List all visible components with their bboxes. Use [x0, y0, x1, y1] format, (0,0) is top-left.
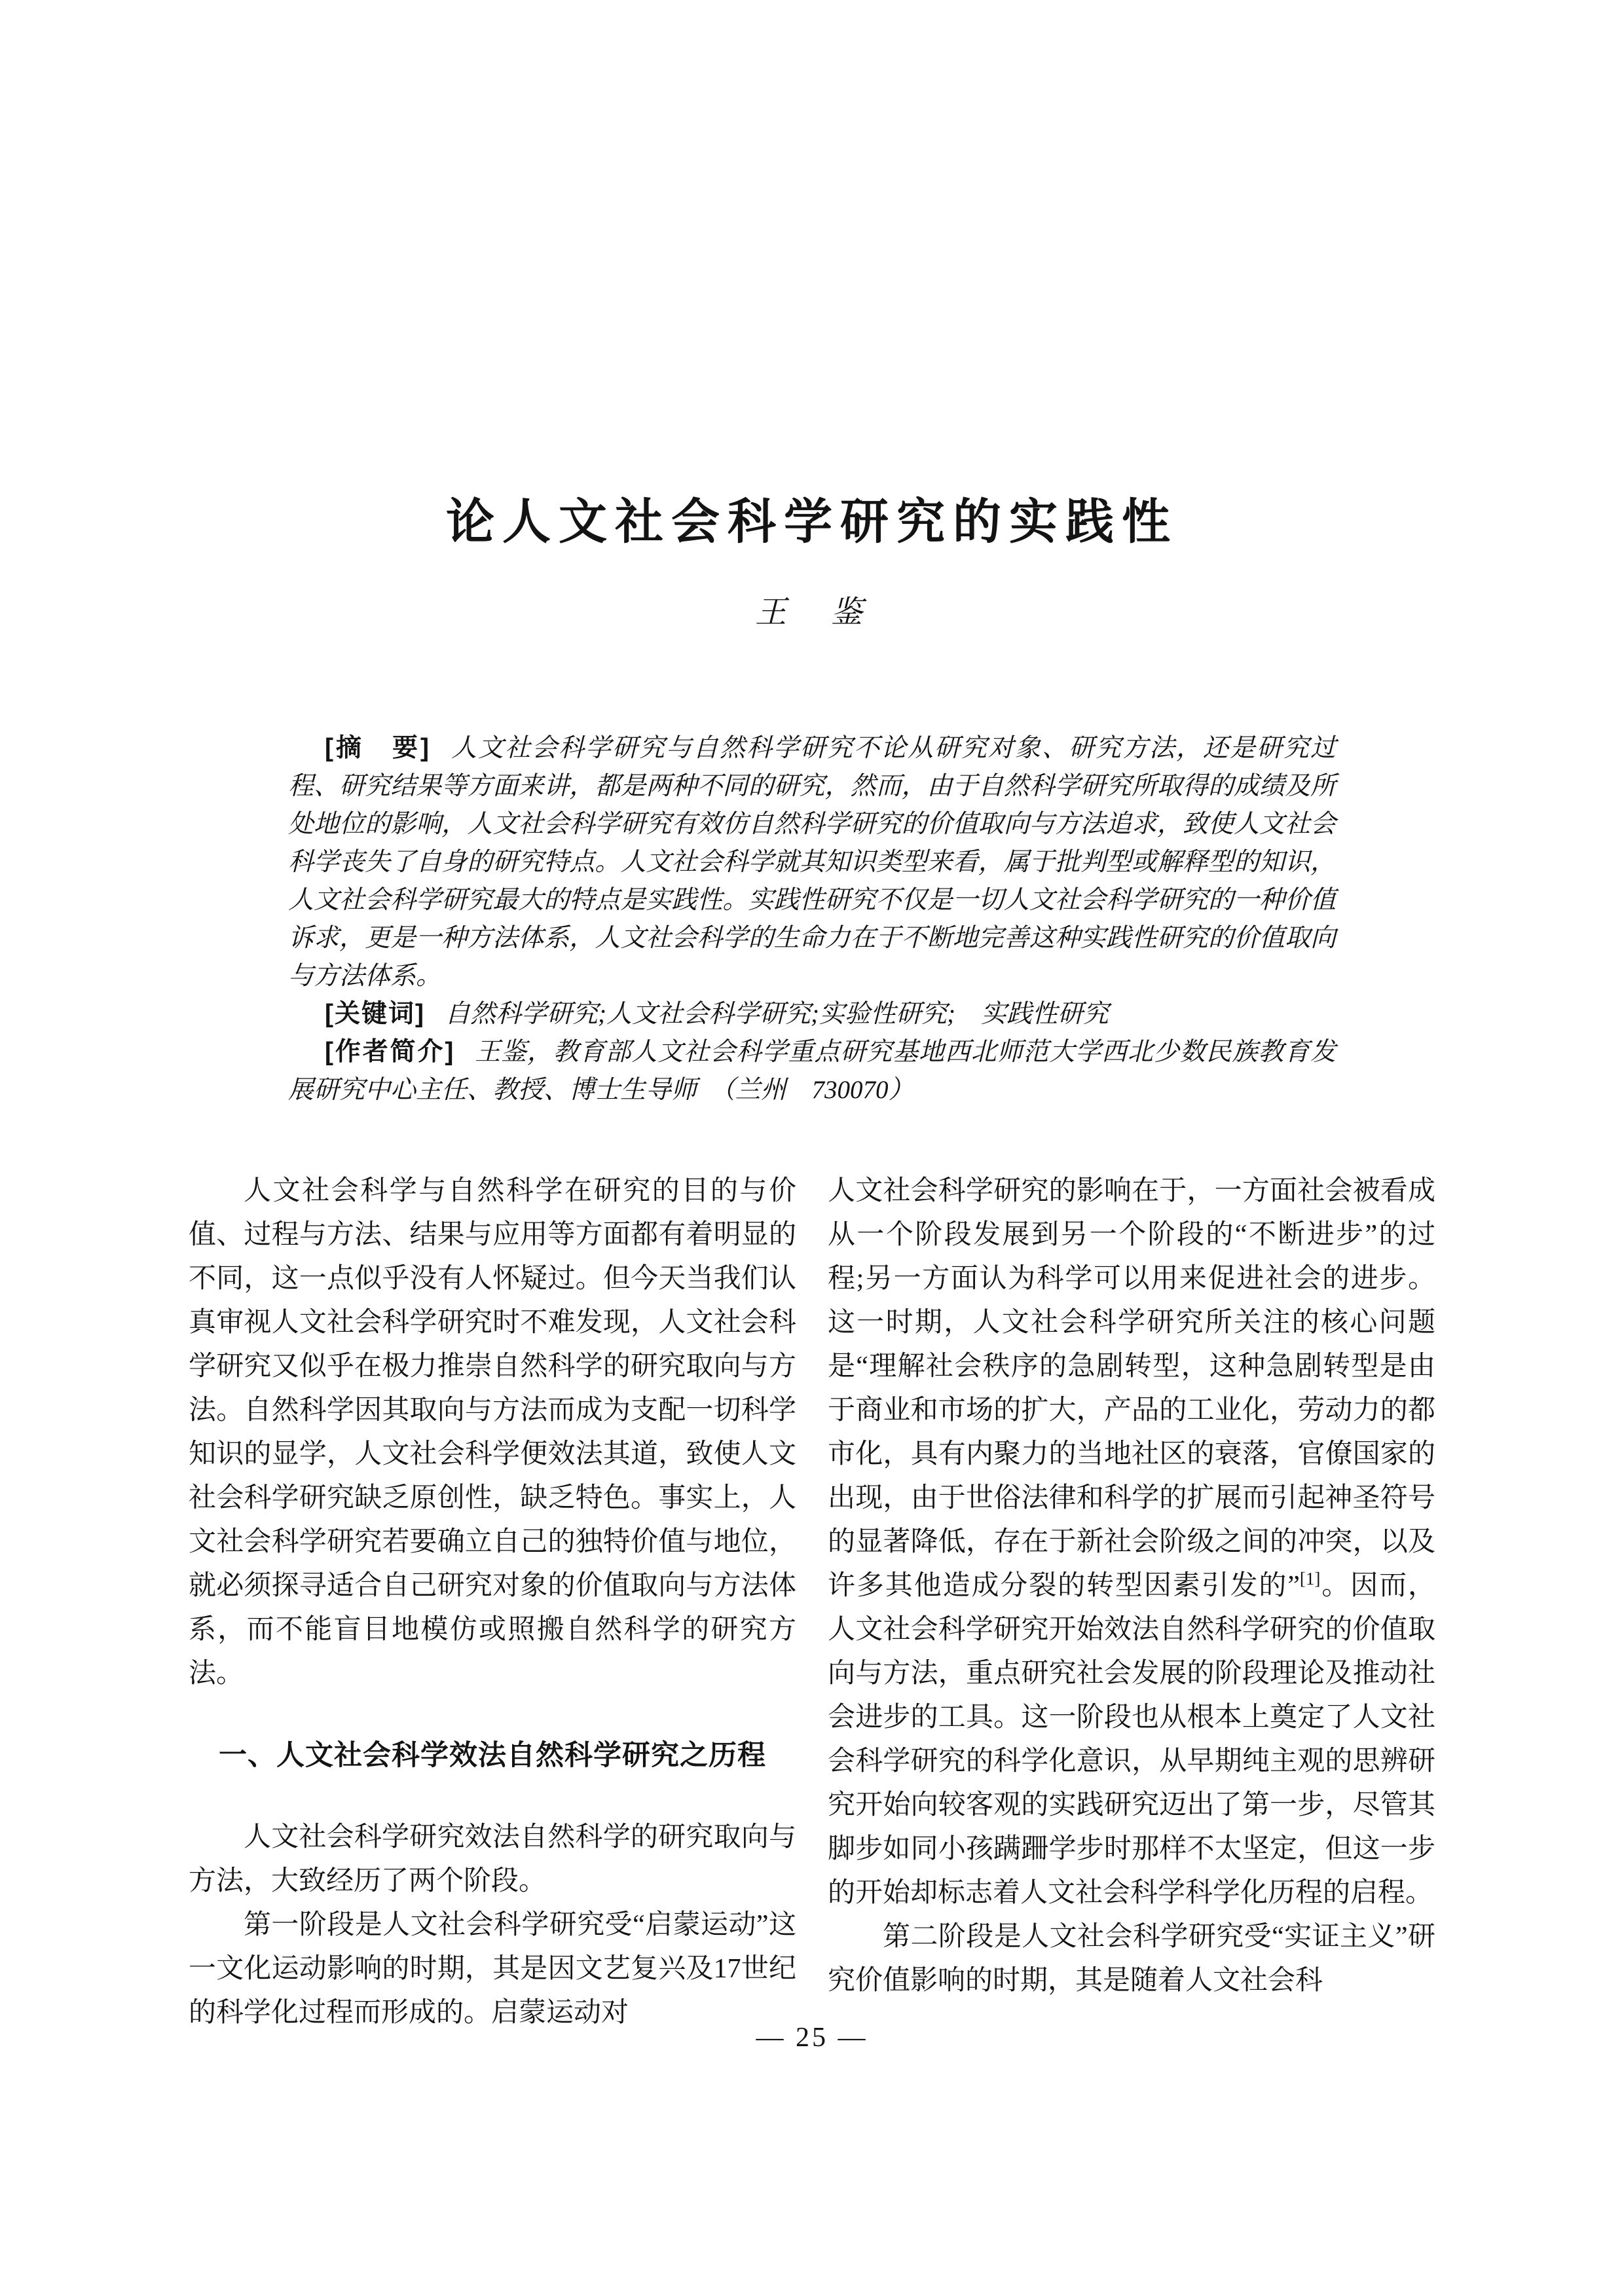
author-bio-text: 王鉴，教育部人文社会科学重点研究基地西北师范大学西北少数民族教育发展研究中心主任、教授、博士生导师 （兰州 730070） — [288, 1038, 1336, 1104]
abstract-label: [摘 要] — [325, 734, 430, 762]
body-paragraph-5: 第二阶段是人文社会科学研究受“实证主义”研究价值影响的时期，其是随着人文社会科 — [828, 1922, 1435, 1996]
right-column — [828, 1169, 1435, 2035]
body-columns — [189, 1169, 1435, 2035]
body-paragraph-4 — [828, 1169, 1435, 1915]
body-paragraph-3: 第一阶段是人文社会科学研究受“启蒙运动”这一文化运动影响的时期，其是因文艺复兴及17世纪的科学化过程而形成的。启蒙运动对 — [189, 1910, 796, 2028]
author-bio — [288, 1033, 1336, 1109]
body-paragraph-2: 人文社会科学研究效法自然科学的研究取向与方法，大致经历了两个阶段。 — [189, 1822, 796, 1896]
keywords-label: [关键词] — [325, 1000, 425, 1028]
author-bio-label: [作者简介] — [325, 1038, 455, 1066]
paper-title: 论人文社会科学研究的实践性 — [446, 494, 1178, 549]
citation-ref-1: [1] — [1299, 1569, 1321, 1588]
paragraph-4-text: 人文社会科学研究的影响在于，一方面社会被看成从一个阶段发展到另一个阶段的“不断进步”的过程;另一方面认为科学可以用来促进社会的进步。这一时期，人文社会科学研究所关注的核心问题是“理解社会秩序的急剧转型，这种急剧转型是由于商业和市场的扩大，产品的工业化，劳动力的都市化，具有内聚力的当地社区的衰落，官僚国家的出现，由于世俗法律和科学的扩展而引起神圣符号的显著降低，存在于新社会阶级之间的冲突，以及许多其他造成分裂的转型因素引发的” — [828, 1176, 1435, 1601]
front-matter — [288, 729, 1336, 1109]
keywords — [288, 995, 1336, 1033]
abstract — [288, 729, 1336, 995]
page-number: — 25 — — [756, 2023, 868, 2053]
body-paragraph-1: 人文社会科学与自然科学在研究的目的与价值、过程与方法、结果与应用等方面都有着明显的不同，这一点似乎没有人怀疑过。但今天当我们认真审视人文社会科学研究时不难发现，人文社会科学研究又似乎在极力推崇自然科学的研究取向与方法。自然科学因其取向与方法而成为支配一切科学知识的显学，人文社会科学便效法其道，致使人文社会科学研究缺乏原创性，缺乏特色。事实上，人文社会科学研究若要确立自己的独特价值与地位，就必须探寻适合自己研究对象的价值取向与方法体系，而不能盲目地模仿或照搬自然科学的研究方法。 — [189, 1176, 796, 1689]
keywords-text: 自然科学研究;人文社会科学研究;实验性研究; 实践性研究 — [444, 1000, 1109, 1028]
left-column — [189, 1169, 796, 2035]
abstract-text: 人文社会科学研究与自然科学研究不论从研究对象、研究方法，还是研究过程、研究结果等方面来讲，都是两种不同的研究，然而，由于自然科学研究所取得的成绩及所处地位的影响，人文社会科学研究有效仿自然科学研究的价值取向与方法追求，致使人文社会科学丧失了自身的研究特点。人文社会科学就其知识类型来看，属于批判型或解释型的知识，人文社会科学研究最大的特点是实践性。实践性研究不仅是一切人文社会科学研究的一种价值诉求，更是一种方法体系，人文社会科学的生命力在于不断地完善这种实践性研究的价值取向与方法体系。 — [288, 734, 1336, 990]
author-name: 王 鉴 — [754, 595, 869, 630]
section-1-heading: 一、人文社会科学效法自然科学研究之历程 — [219, 1740, 766, 1771]
paragraph-4-text-after: 。因而，人文社会科学研究开始效法自然科学研究的价值取向与方法，重点研究社会发展的阶段理论及推动社会进步的工具。这一阶段也从根本上奠定了人文社会科学研究的科学化意识，从早期纯主观的思辨研究开始向较客观的实践研究迈出了第一步，尽管其脚步如同小孩蹒跚学步时那样不太坚定，但这一步的开始却标志着人文社会科学科学化历程的启程。 — [828, 1571, 1435, 1908]
